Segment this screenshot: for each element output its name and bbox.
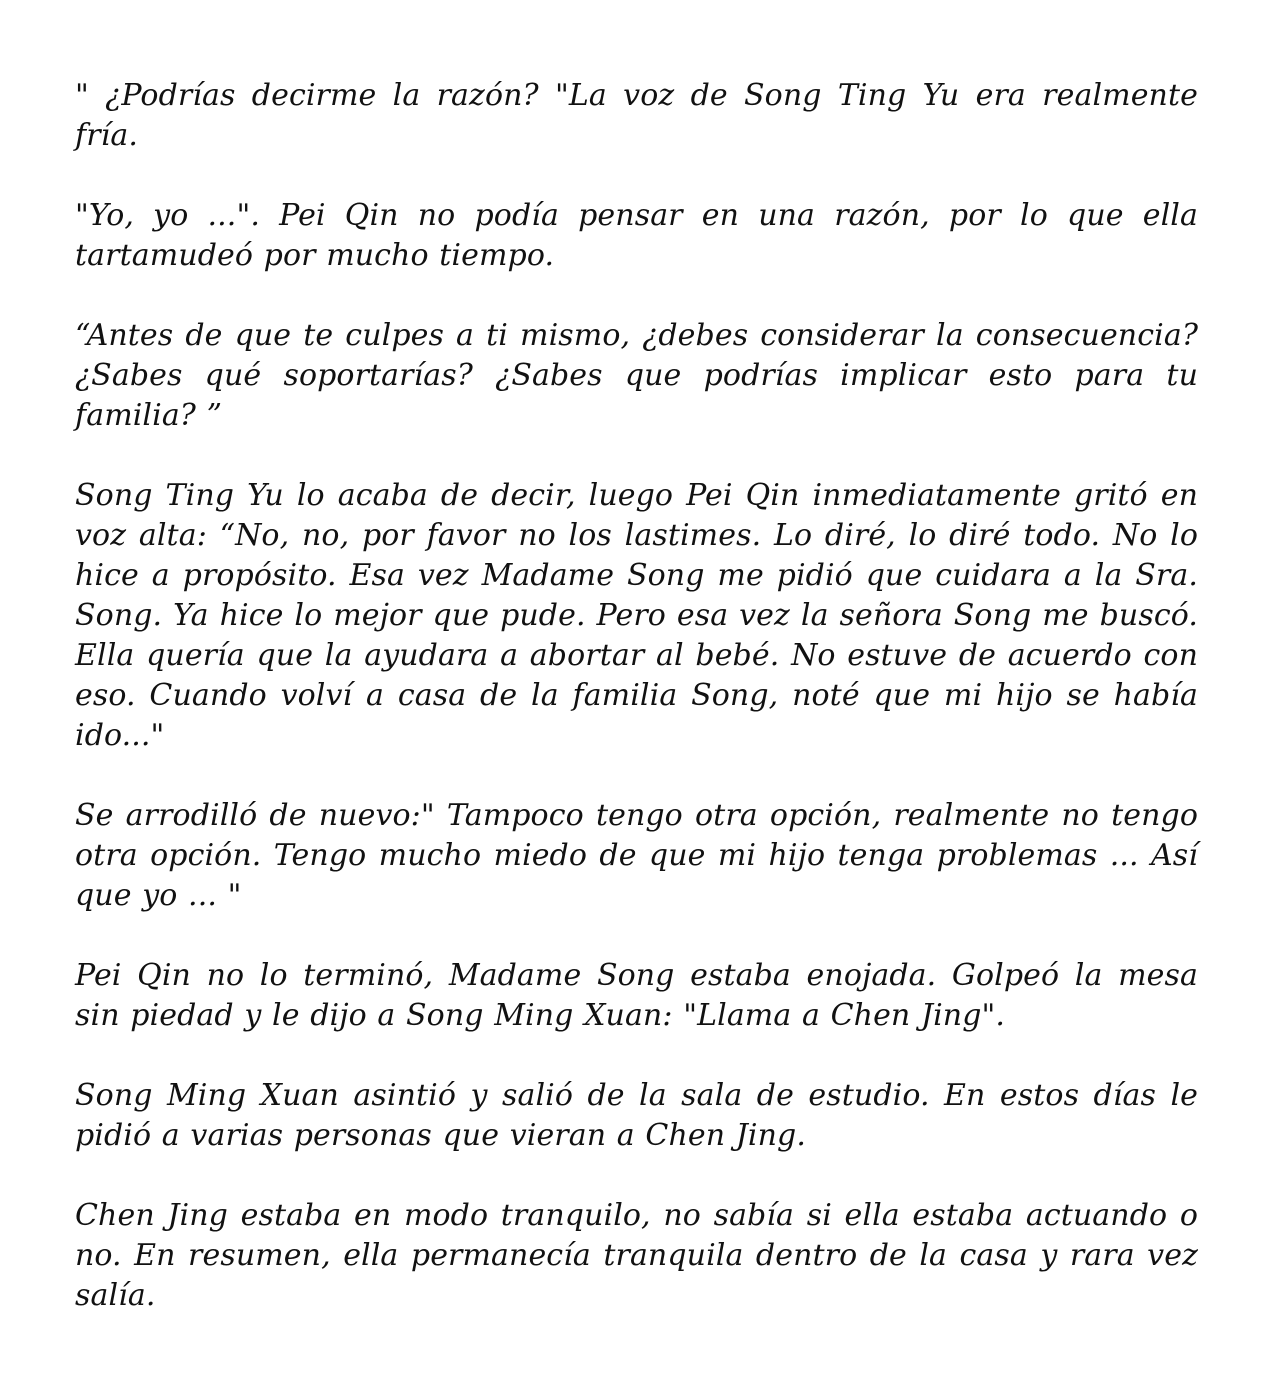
paragraph-8: Chen Jing estaba en modo tranquilo, no sabía si ella estaba actuando o no. En resumen, ella permanecía tranquila dentro de la casa y rara vez salía.: [75, 1198, 1198, 1313]
paragraph-6: Pei Qin no lo terminó, Madame Song estaba enojada. Golpeó la mesa sin piedad y le dijo a Song Ming Xuan: "Llama a Chen Jing".: [75, 958, 1198, 1033]
paragraph-4: Song Ting Yu lo acaba de decir, luego Pei Qin inmediatamente gritó en voz alta: “No, no, por favor no los lastimes. Lo diré, lo diré todo. No lo hice a propósito. Esa vez Madame Song me pidió que cuidara a la Sra. Song. Ya hice lo mejor que pude. Pero esa vez la señora Song me buscó. Ella quería que la ayudara a abortar al bebé. No estuve de acuerdo con eso. Cuando volví a casa de la familia Song, noté que mi hijo se había ido...": [75, 478, 1198, 753]
paragraph-7: Song Ming Xuan asintió y salió de la sala de estudio. En estos días le pidió a varias personas que vieran a Chen Jing.: [75, 1078, 1198, 1153]
paragraph-5: Se arrodilló de nuevo:" Tampoco tengo otra opción, realmente no tengo otra opción. Tengo mucho miedo de que mi hijo tenga problemas ... Así que yo ... ": [75, 798, 1198, 913]
paragraph-2: "Yo, yo ...". Pei Qin no podía pensar en una razón, por lo que ella tartamudeó por mucho tiempo.: [75, 198, 1198, 273]
document-page: [75, 76, 1198, 1316]
paragraph-1: " ¿Podrías decirme la razón? "La voz de Song Ting Yu era realmente fría.: [75, 78, 1198, 153]
paragraph-3: “Antes de que te culpes a ti mismo, ¿debes considerar la consecuencia? ¿Sabes qué soportarías? ¿Sabes que podrías implicar esto para tu familia? ”: [75, 318, 1198, 433]
